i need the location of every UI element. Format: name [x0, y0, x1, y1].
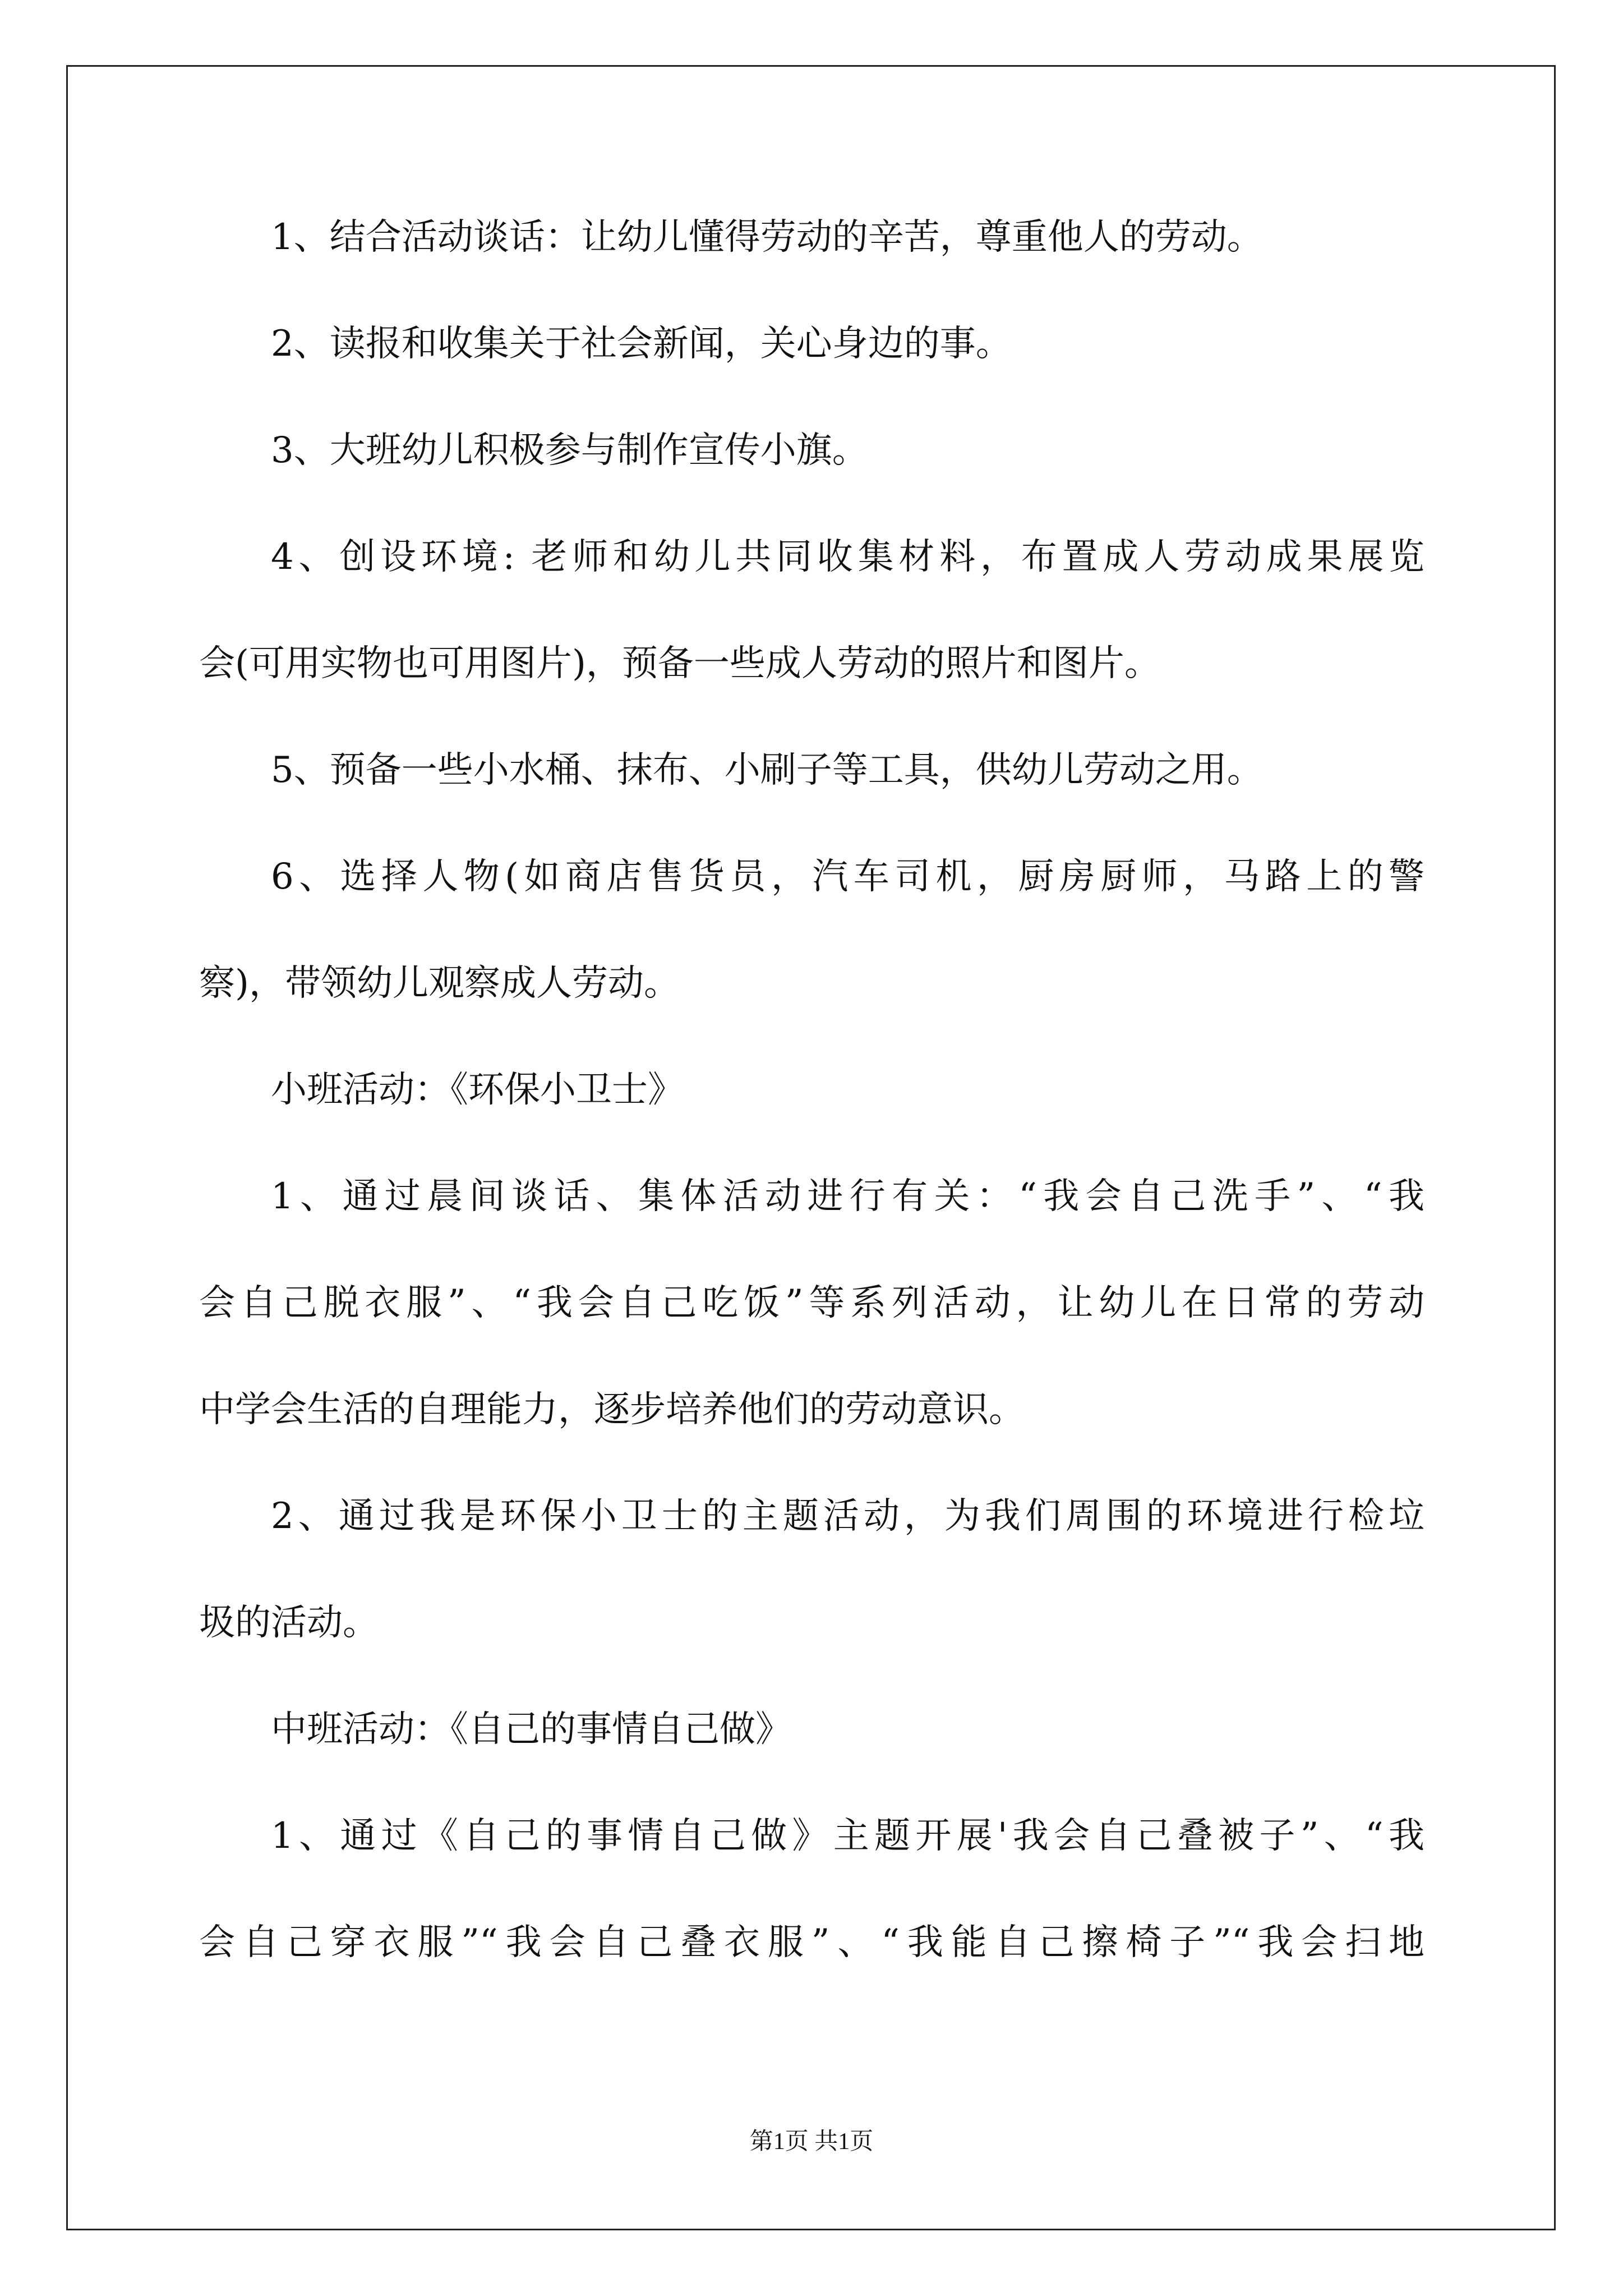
paragraph-9-line-2: 会自己穿衣服”“我会自己叠衣服”、“我能自己擦椅子”“我会扫地 — [199, 1922, 1424, 1963]
paragraph-3-line-1: 3、大班幼儿积极参与制作宣传小旗。 — [271, 430, 868, 471]
paragraph-1-line-1: 1、结合活动谈话：让幼儿懂得劳动的辛苦，尊重他人的劳动。 — [271, 217, 1263, 258]
section-heading-middle-class: 中班活动：《自己的事情自己做》 — [271, 1709, 791, 1750]
section-heading-small-class: 小班活动：《环保小卫士》 — [271, 1069, 684, 1111]
paragraph-9-line-1: 1、通过《自己的事情自己做》主题开展'我会自己叠被子”、“我 — [271, 1815, 1424, 1857]
paragraph-5-line-1: 5、预备一些小水桶、抹布、小刷子等工具，供幼儿劳动之用。 — [271, 749, 1263, 791]
paragraph-6-line-1: 6、选择人物(如商店售货员，汽车司机，厨房厨师，马路上的警 — [271, 856, 1424, 898]
paragraph-2-line-1: 2、读报和收集关于社会新闻，关心身边的事。 — [271, 323, 1012, 365]
paragraph-4-line-1: 4、创设环境: 老师和幼儿共同收集材料，布置成人劳动成果展览 — [271, 536, 1424, 578]
paragraph-7-line-2: 会自己脱衣服”、“我会自己吃饭”等系列活动，让幼儿在日常的劳动 — [199, 1282, 1424, 1324]
paragraph-6-line-2: 察)，带领幼儿观察成人劳动。 — [199, 963, 680, 1004]
paragraph-8-line-1: 2、通过我是环保小卫士的主题活动，为我们周围的环境进行检垃 — [271, 1496, 1424, 1537]
paragraph-4-line-2: 会(可用实物也可用图片)，预备一些成人劳动的照片和图片。 — [199, 643, 1160, 684]
page-number-footer: 第1页 共1页 — [749, 2129, 874, 2155]
paragraph-7-line-3: 中学会生活的自理能力，逐步培养他们的劳动意识。 — [199, 1389, 1025, 1430]
paragraph-7-line-1: 1、通过晨间谈话、集体活动进行有关：“我会自己洗手”、“我 — [271, 1176, 1424, 1217]
page-border — [66, 65, 1556, 2230]
paragraph-8-line-2: 圾的活动。 — [199, 1602, 379, 1644]
